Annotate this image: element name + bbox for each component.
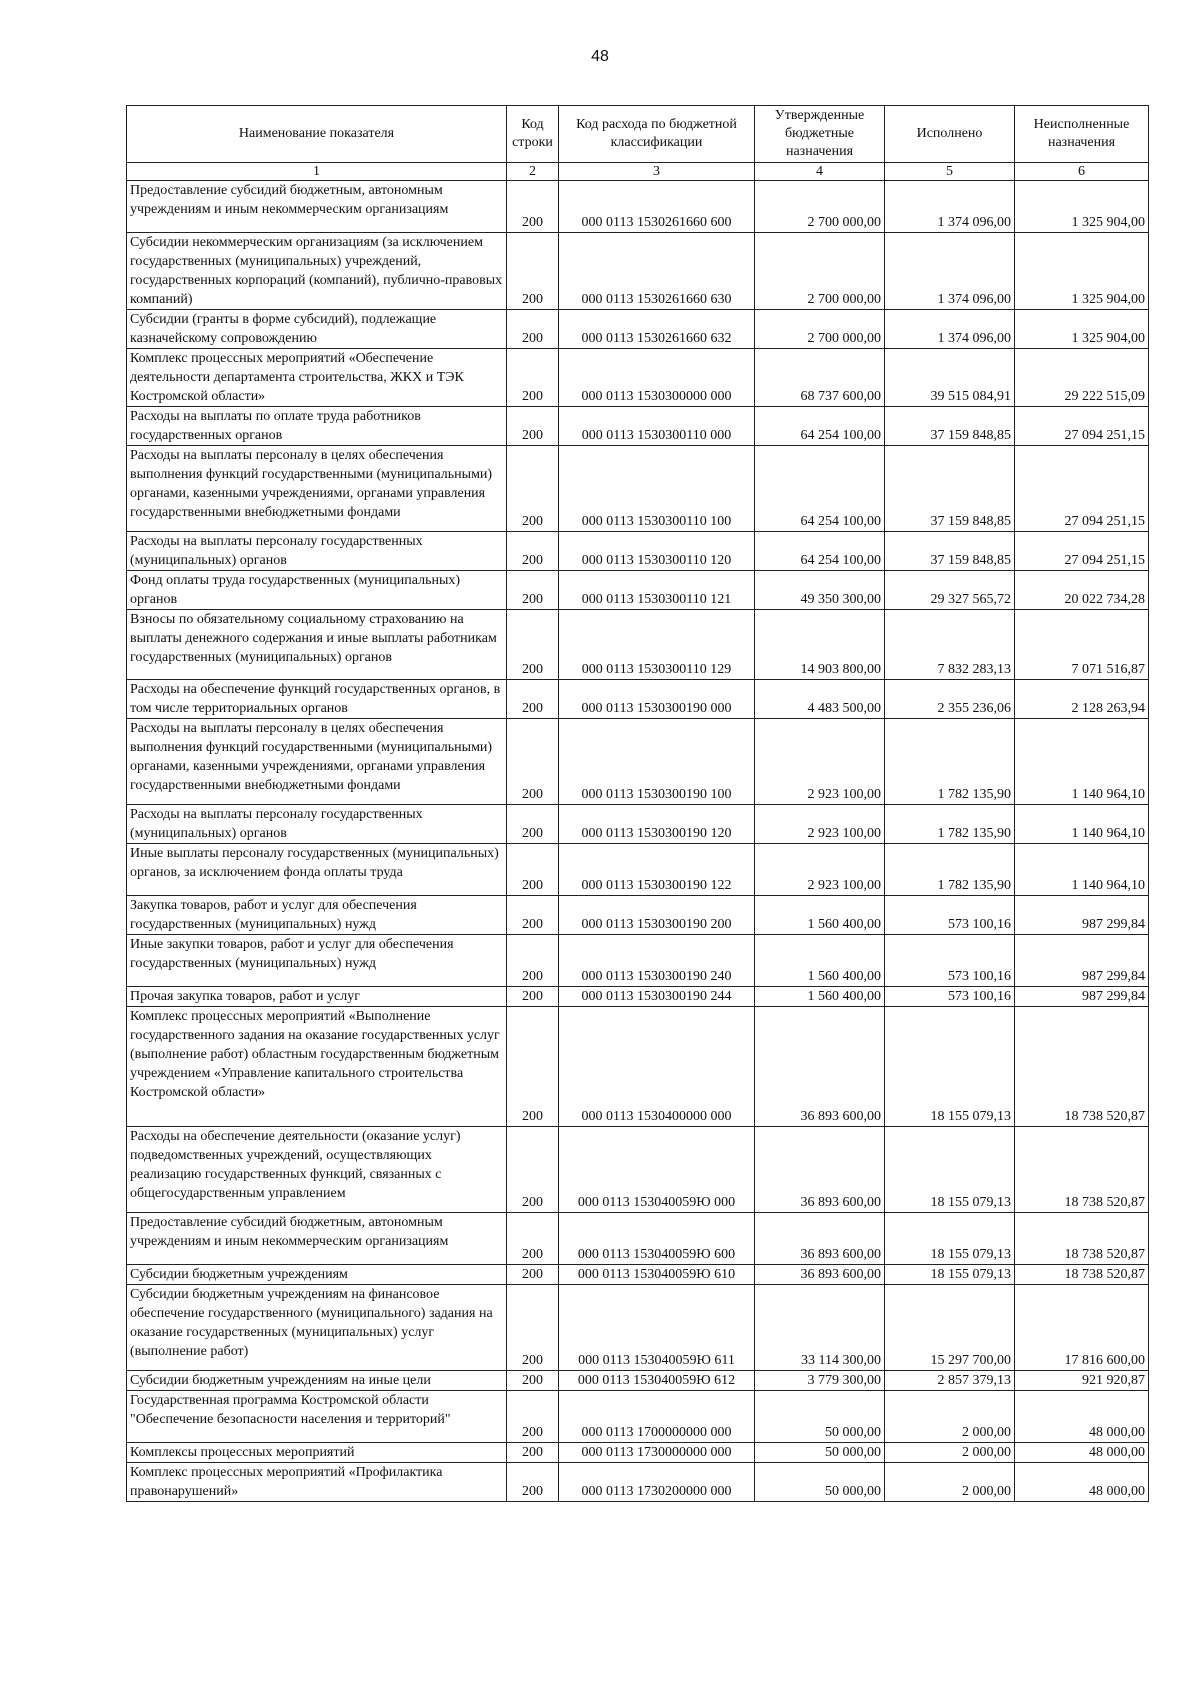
- line-code-cell: 200: [507, 571, 559, 610]
- approved-amount-cell: 49 350 300,00: [755, 571, 885, 610]
- line-code-cell: 200: [507, 896, 559, 935]
- unexecuted-amount-cell: 7 071 516,87: [1015, 610, 1149, 680]
- unexecuted-amount-cell: 1 140 964,10: [1015, 844, 1149, 896]
- indicator-name-cell: Расходы на обеспечение функций государственных органов, в том числе территориальных органов: [127, 680, 507, 719]
- indicator-name-cell: Расходы на выплаты по оплате труда работников государственных органов: [127, 407, 507, 446]
- table-row: [127, 446, 1149, 532]
- line-code-cell: 200: [507, 1213, 559, 1265]
- header-indicator-name: Наименование показателя: [127, 106, 507, 163]
- expense-code-cell: 000 0113 1530261660 600: [559, 181, 755, 233]
- unexecuted-amount-cell: 987 299,84: [1015, 987, 1149, 1007]
- table-row: [127, 1007, 1149, 1127]
- line-code-cell: 200: [507, 181, 559, 233]
- executed-amount-cell: 1 782 135,90: [885, 719, 1015, 805]
- expense-code-cell: 000 0113 153040059Ю 000: [559, 1127, 755, 1213]
- unexecuted-amount-cell: 1 325 904,00: [1015, 310, 1149, 349]
- line-code-cell: 200: [507, 680, 559, 719]
- expense-code-cell: 000 0113 1530300110 129: [559, 610, 755, 680]
- indicator-name-cell: Комплекс процессных мероприятий «Выполнение государственного задания на оказание государственных услуг (выполнение работ) областным государственным бюджетным учреждением «Управление капитального строительства Костромской области»: [127, 1007, 507, 1127]
- unexecuted-amount-cell: 1 140 964,10: [1015, 805, 1149, 844]
- table-row: [127, 610, 1149, 680]
- table-row: [127, 532, 1149, 571]
- unexecuted-amount-cell: 1 325 904,00: [1015, 181, 1149, 233]
- expense-code-cell: 000 0113 1530300190 000: [559, 680, 755, 719]
- line-code-cell: 200: [507, 532, 559, 571]
- column-number: 3: [559, 163, 755, 181]
- expense-code-cell: 000 0113 1530300190 120: [559, 805, 755, 844]
- approved-amount-cell: 14 903 800,00: [755, 610, 885, 680]
- executed-amount-cell: 1 782 135,90: [885, 805, 1015, 844]
- expense-code-cell: 000 0113 1530300000 000: [559, 349, 755, 407]
- line-code-cell: 200: [507, 1391, 559, 1443]
- executed-amount-cell: 2 000,00: [885, 1391, 1015, 1443]
- expense-code-cell: 000 0113 1530300110 120: [559, 532, 755, 571]
- approved-amount-cell: 2 923 100,00: [755, 844, 885, 896]
- executed-amount-cell: 1 374 096,00: [885, 233, 1015, 310]
- indicator-name-cell: Субсидии (гранты в форме субсидий), подлежащие казначейскому сопровождению: [127, 310, 507, 349]
- approved-amount-cell: 68 737 600,00: [755, 349, 885, 407]
- executed-amount-cell: 18 155 079,13: [885, 1127, 1015, 1213]
- indicator-name-cell: Комплексы процессных мероприятий: [127, 1443, 507, 1463]
- approved-amount-cell: 2 923 100,00: [755, 719, 885, 805]
- expense-code-cell: 000 0113 1530300110 121: [559, 571, 755, 610]
- approved-amount-cell: 1 560 400,00: [755, 987, 885, 1007]
- indicator-name-cell: Расходы на выплаты персоналу в целях обеспечения выполнения функций государственными (муниципальными) органами, казенными учреждениями, органами управления государственными внебюджетными фондами: [127, 719, 507, 805]
- indicator-name-cell: Государственная программа Костромской области "Обеспечение безопасности населения и территорий": [127, 1391, 507, 1443]
- unexecuted-amount-cell: 29 222 515,09: [1015, 349, 1149, 407]
- header-expense-code: Код расхода по бюджетной классификации: [559, 106, 755, 163]
- table-row: [127, 935, 1149, 987]
- line-code-cell: 200: [507, 1007, 559, 1127]
- expense-code-cell: 000 0113 1530300190 200: [559, 896, 755, 935]
- unexecuted-amount-cell: 18 738 520,87: [1015, 1127, 1149, 1213]
- executed-amount-cell: 1 374 096,00: [885, 310, 1015, 349]
- line-code-cell: 200: [507, 1443, 559, 1463]
- approved-amount-cell: 3 779 300,00: [755, 1371, 885, 1391]
- indicator-name-cell: Закупка товаров, работ и услуг для обеспечения государственных (муниципальных) нужд: [127, 896, 507, 935]
- header-row: [127, 106, 1149, 163]
- line-code-cell: 200: [507, 610, 559, 680]
- unexecuted-amount-cell: 921 920,87: [1015, 1371, 1149, 1391]
- executed-amount-cell: 29 327 565,72: [885, 571, 1015, 610]
- indicator-name-cell: Фонд оплаты труда государственных (муниципальных) органов: [127, 571, 507, 610]
- table-row: [127, 1265, 1149, 1285]
- table-row: [127, 1285, 1149, 1371]
- indicator-name-cell: Предоставление субсидий бюджетным, автономным учреждениям и иным некоммерческим организациям: [127, 1213, 507, 1265]
- table-row: [127, 1443, 1149, 1463]
- column-number: 2: [507, 163, 559, 181]
- unexecuted-amount-cell: 27 094 251,15: [1015, 532, 1149, 571]
- header-executed: Исполнено: [885, 106, 1015, 163]
- approved-amount-cell: 4 483 500,00: [755, 680, 885, 719]
- line-code-cell: 200: [507, 1285, 559, 1371]
- line-code-cell: 200: [507, 1127, 559, 1213]
- executed-amount-cell: 1 374 096,00: [885, 181, 1015, 233]
- unexecuted-amount-cell: 2 128 263,94: [1015, 680, 1149, 719]
- executed-amount-cell: 1 782 135,90: [885, 844, 1015, 896]
- expense-code-cell: 000 0113 1730200000 000: [559, 1463, 755, 1502]
- approved-amount-cell: 50 000,00: [755, 1443, 885, 1463]
- unexecuted-amount-cell: 987 299,84: [1015, 896, 1149, 935]
- header-approved: Утвержденные бюджетные назначения: [755, 106, 885, 163]
- executed-amount-cell: 573 100,16: [885, 896, 1015, 935]
- executed-amount-cell: 37 159 848,85: [885, 446, 1015, 532]
- executed-amount-cell: 39 515 084,91: [885, 349, 1015, 407]
- line-code-cell: 200: [507, 407, 559, 446]
- table-row: [127, 1463, 1149, 1502]
- indicator-name-cell: Комплекс процессных мероприятий «Обеспечение деятельности департамента строительства, ЖКХ и ТЭК Костромской области»: [127, 349, 507, 407]
- table-row: [127, 805, 1149, 844]
- indicator-name-cell: Комплекс процессных мероприятий «Профилактика правонарушений»: [127, 1463, 507, 1502]
- line-code-cell: 200: [507, 805, 559, 844]
- expense-code-cell: 000 0113 1530400000 000: [559, 1007, 755, 1127]
- indicator-name-cell: Расходы на обеспечение деятельности (оказание услуг) подведомственных учреждений, осуществляющих реализацию государственных функций, связанных с общегосударственным управлением: [127, 1127, 507, 1213]
- expense-code-cell: 000 0113 153040059Ю 612: [559, 1371, 755, 1391]
- approved-amount-cell: 2 700 000,00: [755, 233, 885, 310]
- unexecuted-amount-cell: 48 000,00: [1015, 1443, 1149, 1463]
- approved-amount-cell: 36 893 600,00: [755, 1213, 885, 1265]
- line-code-cell: 200: [507, 310, 559, 349]
- unexecuted-amount-cell: 1 140 964,10: [1015, 719, 1149, 805]
- table-row: [127, 1391, 1149, 1443]
- table-row: [127, 844, 1149, 896]
- approved-amount-cell: 36 893 600,00: [755, 1265, 885, 1285]
- indicator-name-cell: Субсидии бюджетным учреждениям: [127, 1265, 507, 1285]
- line-code-cell: 200: [507, 233, 559, 310]
- line-code-cell: 200: [507, 349, 559, 407]
- indicator-name-cell: Иные выплаты персоналу государственных (муниципальных) органов, за исключением фонда оплаты труда: [127, 844, 507, 896]
- expense-code-cell: 000 0113 1530300190 244: [559, 987, 755, 1007]
- table-row: [127, 987, 1149, 1007]
- expense-code-cell: 000 0113 1530261660 632: [559, 310, 755, 349]
- table-row: [127, 181, 1149, 233]
- approved-amount-cell: 36 893 600,00: [755, 1127, 885, 1213]
- indicator-name-cell: Субсидии некоммерческим организациям (за исключением государственных (муниципальных) учреждений, государственных корпораций (компаний), публично-правовых компаний): [127, 233, 507, 310]
- indicator-name-cell: Предоставление субсидий бюджетным, автономным учреждениям и иным некоммерческим организациям: [127, 181, 507, 233]
- table-row: [127, 680, 1149, 719]
- executed-amount-cell: 15 297 700,00: [885, 1285, 1015, 1371]
- indicator-name-cell: Расходы на выплаты персоналу государственных (муниципальных) органов: [127, 805, 507, 844]
- table-row: [127, 310, 1149, 349]
- header-line-code: Код строки: [507, 106, 559, 163]
- column-number: 5: [885, 163, 1015, 181]
- table-row: [127, 1127, 1149, 1213]
- approved-amount-cell: 64 254 100,00: [755, 407, 885, 446]
- approved-amount-cell: 1 560 400,00: [755, 935, 885, 987]
- unexecuted-amount-cell: 18 738 520,87: [1015, 1265, 1149, 1285]
- executed-amount-cell: 18 155 079,13: [885, 1213, 1015, 1265]
- page-number: 48: [591, 48, 609, 65]
- column-number: 1: [127, 163, 507, 181]
- indicator-name-cell: Прочая закупка товаров, работ и услуг: [127, 987, 507, 1007]
- expense-code-cell: 000 0113 1530300110 000: [559, 407, 755, 446]
- executed-amount-cell: 37 159 848,85: [885, 407, 1015, 446]
- approved-amount-cell: 64 254 100,00: [755, 532, 885, 571]
- line-code-cell: 200: [507, 446, 559, 532]
- header-unexecuted: Неисполненные назначения: [1015, 106, 1149, 163]
- approved-amount-cell: 2 700 000,00: [755, 310, 885, 349]
- table-row: [127, 1371, 1149, 1391]
- unexecuted-amount-cell: 48 000,00: [1015, 1463, 1149, 1502]
- approved-amount-cell: 2 923 100,00: [755, 805, 885, 844]
- executed-amount-cell: 18 155 079,13: [885, 1007, 1015, 1127]
- indicator-name-cell: Субсидии бюджетным учреждениям на финансовое обеспечение государственного (муниципального) задания на оказание государственных (муниципальных) услуг (выполнение работ): [127, 1285, 507, 1371]
- indicator-name-cell: Расходы на выплаты персоналу государственных (муниципальных) органов: [127, 532, 507, 571]
- line-code-cell: 200: [507, 719, 559, 805]
- executed-amount-cell: 37 159 848,85: [885, 532, 1015, 571]
- indicator-name-cell: Субсидии бюджетным учреждениям на иные цели: [127, 1371, 507, 1391]
- column-number: 6: [1015, 163, 1149, 181]
- unexecuted-amount-cell: 20 022 734,28: [1015, 571, 1149, 610]
- unexecuted-amount-cell: 987 299,84: [1015, 935, 1149, 987]
- unexecuted-amount-cell: 18 738 520,87: [1015, 1007, 1149, 1127]
- approved-amount-cell: 36 893 600,00: [755, 1007, 885, 1127]
- expense-code-cell: 000 0113 1700000000 000: [559, 1391, 755, 1443]
- expense-code-cell: 000 0113 1530300190 122: [559, 844, 755, 896]
- table-row: [127, 719, 1149, 805]
- line-code-cell: 200: [507, 844, 559, 896]
- table-body: [127, 181, 1149, 1502]
- executed-amount-cell: 573 100,16: [885, 935, 1015, 987]
- expense-code-cell: 000 0113 1730000000 000: [559, 1443, 755, 1463]
- table-row: [127, 896, 1149, 935]
- table-row: [127, 407, 1149, 446]
- column-number: 4: [755, 163, 885, 181]
- table-row: [127, 571, 1149, 610]
- indicator-name-cell: Расходы на выплаты персоналу в целях обеспечения выполнения функций государственными (муниципальными) органами, казенными учреждениями, органами управления государственными внебюджетными фондами: [127, 446, 507, 532]
- column-number-row: [127, 163, 1149, 181]
- table-row: [127, 349, 1149, 407]
- line-code-cell: 200: [507, 1371, 559, 1391]
- expense-code-cell: 000 0113 1530300190 240: [559, 935, 755, 987]
- indicator-name-cell: Иные закупки товаров, работ и услуг для обеспечения государственных (муниципальных) нужд: [127, 935, 507, 987]
- line-code-cell: 200: [507, 987, 559, 1007]
- executed-amount-cell: 573 100,16: [885, 987, 1015, 1007]
- approved-amount-cell: 2 700 000,00: [755, 181, 885, 233]
- expense-code-cell: 000 0113 153040059Ю 610: [559, 1265, 755, 1285]
- expense-code-cell: 000 0113 1530300110 100: [559, 446, 755, 532]
- line-code-cell: 200: [507, 935, 559, 987]
- table-row: [127, 1213, 1149, 1265]
- approved-amount-cell: 1 560 400,00: [755, 896, 885, 935]
- executed-amount-cell: 2 000,00: [885, 1463, 1015, 1502]
- approved-amount-cell: 50 000,00: [755, 1463, 885, 1502]
- unexecuted-amount-cell: 27 094 251,15: [1015, 446, 1149, 532]
- executed-amount-cell: 7 832 283,13: [885, 610, 1015, 680]
- expense-code-cell: 000 0113 153040059Ю 600: [559, 1213, 755, 1265]
- line-code-cell: 200: [507, 1265, 559, 1285]
- executed-amount-cell: 2 000,00: [885, 1443, 1015, 1463]
- approved-amount-cell: 33 114 300,00: [755, 1285, 885, 1371]
- unexecuted-amount-cell: 17 816 600,00: [1015, 1285, 1149, 1371]
- unexecuted-amount-cell: 18 738 520,87: [1015, 1213, 1149, 1265]
- approved-amount-cell: 50 000,00: [755, 1391, 885, 1443]
- executed-amount-cell: 2 355 236,06: [885, 680, 1015, 719]
- approved-amount-cell: 64 254 100,00: [755, 446, 885, 532]
- expense-code-cell: 000 0113 1530261660 630: [559, 233, 755, 310]
- unexecuted-amount-cell: 1 325 904,00: [1015, 233, 1149, 310]
- indicator-name-cell: Взносы по обязательному социальному страхованию на выплаты денежного содержания и иные выплаты работникам государственных (муниципальных) органов: [127, 610, 507, 680]
- expense-code-cell: 000 0113 153040059Ю 611: [559, 1285, 755, 1371]
- executed-amount-cell: 18 155 079,13: [885, 1265, 1015, 1285]
- budget-report-table: [126, 105, 1149, 1502]
- expense-code-cell: 000 0113 1530300190 100: [559, 719, 755, 805]
- unexecuted-amount-cell: 48 000,00: [1015, 1391, 1149, 1443]
- unexecuted-amount-cell: 27 094 251,15: [1015, 407, 1149, 446]
- executed-amount-cell: 2 857 379,13: [885, 1371, 1015, 1391]
- table-row: [127, 233, 1149, 310]
- line-code-cell: 200: [507, 1463, 559, 1502]
